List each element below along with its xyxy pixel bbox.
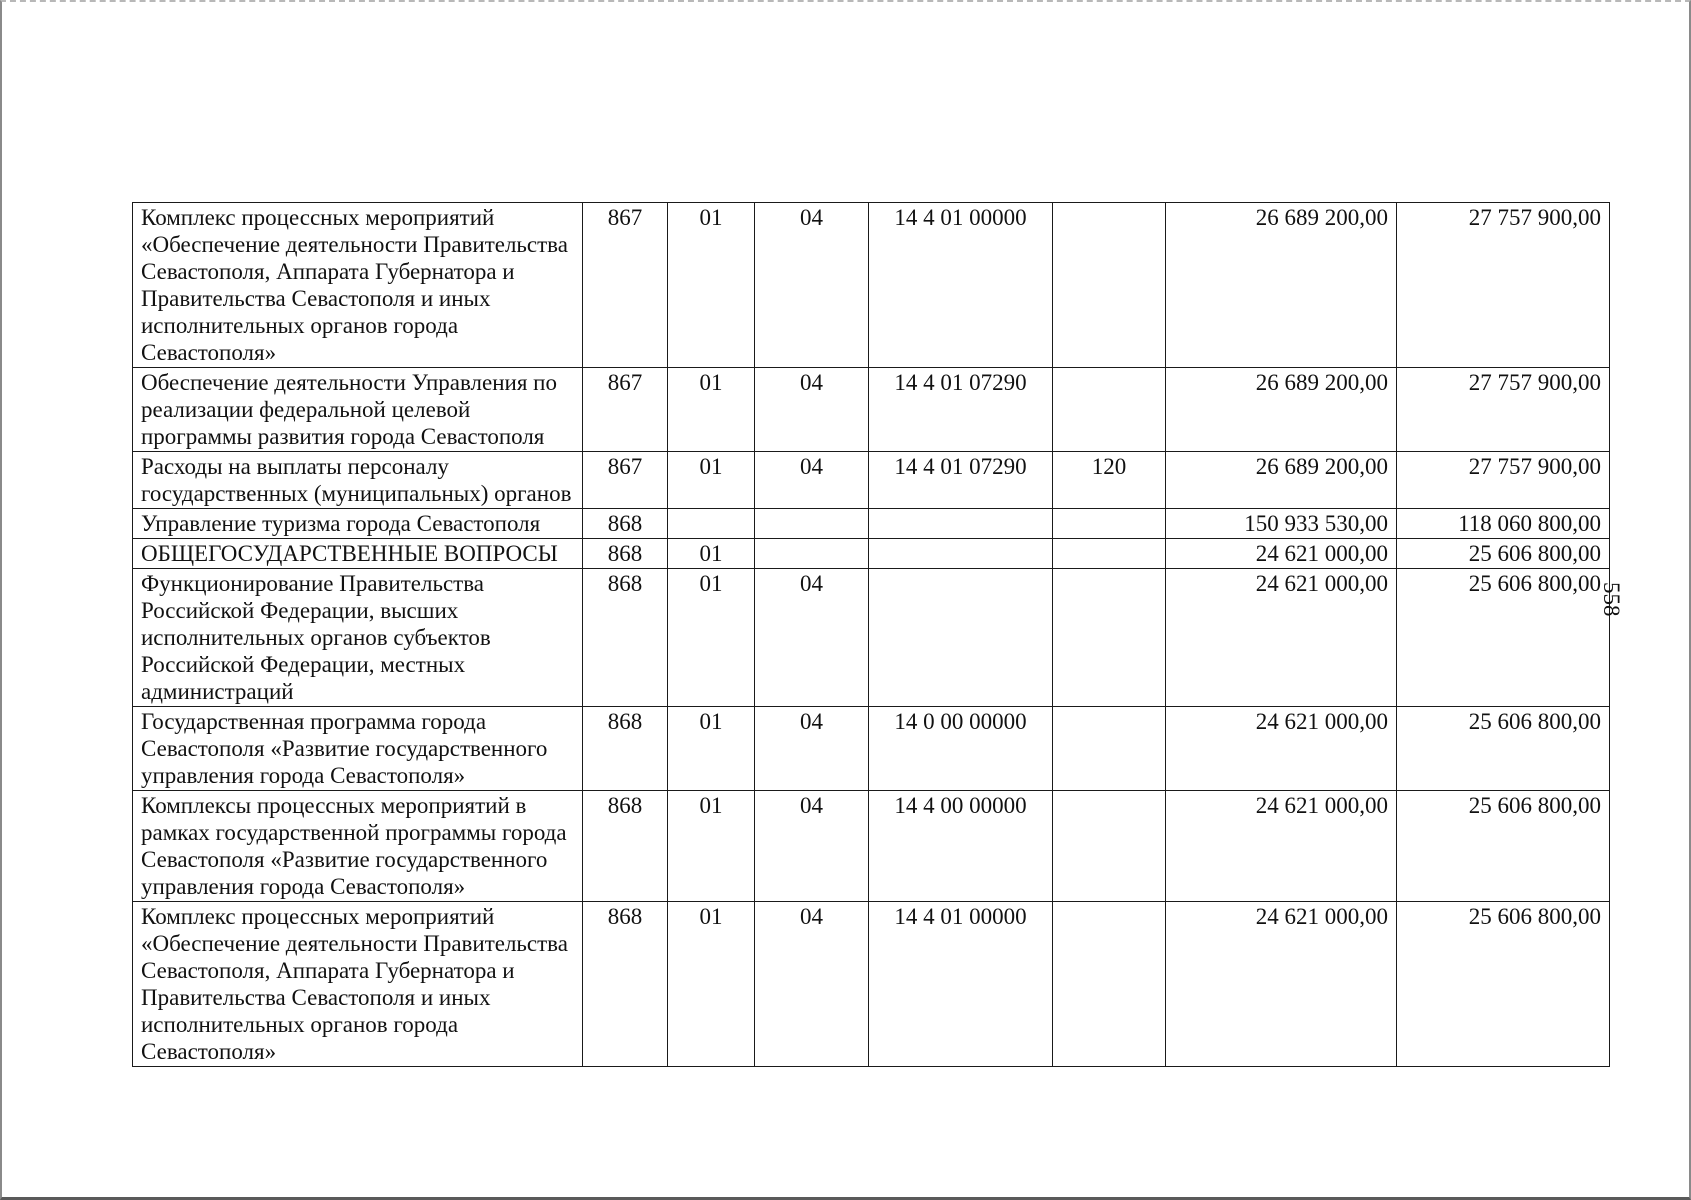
row-sum-second-cell: 27 757 900,00 bbox=[1397, 203, 1610, 368]
table-row bbox=[133, 368, 1610, 452]
row-section-code-cell: 01 bbox=[668, 707, 755, 791]
row-ministry-code-cell: 868 bbox=[583, 707, 668, 791]
row-ministry-code-cell: 868 bbox=[583, 902, 668, 1067]
row-sum-first-cell: 26 689 200,00 bbox=[1166, 368, 1397, 452]
row-name-cell: Государственная программа города Севастополя «Развитие государственного управления города Севастополя» bbox=[133, 707, 583, 791]
row-target-article-cell: 14 0 00 00000 bbox=[869, 707, 1053, 791]
row-subsection-code-cell: 04 bbox=[755, 902, 869, 1067]
row-sum-first-cell: 24 621 000,00 bbox=[1166, 569, 1397, 707]
row-name-cell: Обеспечение деятельности Управления по реализации федеральной целевой программы развития города Севастополя bbox=[133, 368, 583, 452]
row-expense-type-cell bbox=[1053, 368, 1166, 452]
row-target-article-cell: 14 4 01 07290 bbox=[869, 452, 1053, 509]
row-expense-type-cell: 120 bbox=[1053, 452, 1166, 509]
row-target-article-cell: 14 4 01 07290 bbox=[869, 368, 1053, 452]
row-name-cell: Функционирование Правительства Российской Федерации, высших исполнительных органов субъектов Российской Федерации, местных администраций bbox=[133, 569, 583, 707]
row-sum-second-cell: 25 606 800,00 bbox=[1397, 569, 1610, 707]
row-sum-first-cell: 26 689 200,00 bbox=[1166, 203, 1397, 368]
row-subsection-code-cell: 04 bbox=[755, 569, 869, 707]
table-row bbox=[133, 569, 1610, 707]
row-subsection-code-cell: 04 bbox=[755, 368, 869, 452]
row-ministry-code-cell: 868 bbox=[583, 539, 668, 569]
row-expense-type-cell bbox=[1053, 902, 1166, 1067]
row-subsection-code-cell: 04 bbox=[755, 791, 869, 902]
row-section-code-cell: 01 bbox=[668, 368, 755, 452]
table-row bbox=[133, 791, 1610, 902]
row-target-article-cell: 14 4 00 00000 bbox=[869, 791, 1053, 902]
row-name-cell: Расходы на выплаты персоналу государственных (муниципальных) органов bbox=[133, 452, 583, 509]
row-target-article-cell bbox=[869, 509, 1053, 539]
row-subsection-code-cell: 04 bbox=[755, 707, 869, 791]
row-section-code-cell: 01 bbox=[668, 569, 755, 707]
row-sum-second-cell: 25 606 800,00 bbox=[1397, 902, 1610, 1067]
row-target-article-cell: 14 4 01 00000 bbox=[869, 902, 1053, 1067]
row-expense-type-cell bbox=[1053, 509, 1166, 539]
row-section-code-cell: 01 bbox=[668, 902, 755, 1067]
row-sum-first-cell: 26 689 200,00 bbox=[1166, 452, 1397, 509]
row-sum-second-cell: 25 606 800,00 bbox=[1397, 539, 1610, 569]
table-row bbox=[133, 203, 1610, 368]
row-section-code-cell: 01 bbox=[668, 539, 755, 569]
row-sum-second-cell: 118 060 800,00 bbox=[1397, 509, 1610, 539]
row-sum-first-cell: 24 621 000,00 bbox=[1166, 791, 1397, 902]
budget-table bbox=[132, 202, 1610, 1067]
row-name-cell: Комплексы процессных мероприятий в рамках государственной программы города Севастополя «Развитие государственного управления города Севастополя» bbox=[133, 791, 583, 902]
row-ministry-code-cell: 868 bbox=[583, 569, 668, 707]
row-expense-type-cell bbox=[1053, 791, 1166, 902]
row-sum-first-cell: 24 621 000,00 bbox=[1166, 902, 1397, 1067]
table-row bbox=[133, 509, 1610, 539]
row-name-cell: Управление туризма города Севастополя bbox=[133, 509, 583, 539]
budget-table-body bbox=[133, 203, 1610, 1067]
row-sum-second-cell: 25 606 800,00 bbox=[1397, 791, 1610, 902]
row-target-article-cell: 14 4 01 00000 bbox=[869, 203, 1053, 368]
row-target-article-cell bbox=[869, 539, 1053, 569]
row-sum-second-cell: 27 757 900,00 bbox=[1397, 452, 1610, 509]
row-name-cell: Комплекс процессных мероприятий «Обеспечение деятельности Правительства Севастополя, Аппарата Губернатора и Правительства Севастополя и иных исполнительных органов города Севастополя» bbox=[133, 203, 583, 368]
row-ministry-code-cell: 867 bbox=[583, 203, 668, 368]
row-name-cell: ОБЩЕГОСУДАРСТВЕННЫЕ ВОПРОСЫ bbox=[133, 539, 583, 569]
row-expense-type-cell bbox=[1053, 569, 1166, 707]
table-row bbox=[133, 707, 1610, 791]
row-sum-first-cell: 150 933 530,00 bbox=[1166, 509, 1397, 539]
row-sum-second-cell: 25 606 800,00 bbox=[1397, 707, 1610, 791]
row-sum-first-cell: 24 621 000,00 bbox=[1166, 707, 1397, 791]
row-ministry-code-cell: 868 bbox=[583, 791, 668, 902]
table-row bbox=[133, 539, 1610, 569]
row-sum-second-cell: 27 757 900,00 bbox=[1397, 368, 1610, 452]
table-row bbox=[133, 902, 1610, 1067]
table-row bbox=[133, 452, 1610, 509]
row-section-code-cell: 01 bbox=[668, 203, 755, 368]
row-section-code-cell: 01 bbox=[668, 791, 755, 902]
row-subsection-code-cell: 04 bbox=[755, 203, 869, 368]
row-name-cell: Комплекс процессных мероприятий «Обеспечение деятельности Правительства Севастополя, Аппарата Губернатора и Правительства Севастополя и иных исполнительных органов города Севастополя» bbox=[133, 902, 583, 1067]
row-ministry-code-cell: 867 bbox=[583, 368, 668, 452]
row-section-code-cell bbox=[668, 509, 755, 539]
row-expense-type-cell bbox=[1053, 203, 1166, 368]
row-ministry-code-cell: 867 bbox=[583, 452, 668, 509]
row-expense-type-cell bbox=[1053, 707, 1166, 791]
row-subsection-code-cell bbox=[755, 539, 869, 569]
row-target-article-cell bbox=[869, 569, 1053, 707]
row-subsection-code-cell: 04 bbox=[755, 452, 869, 509]
row-sum-first-cell: 24 621 000,00 bbox=[1166, 539, 1397, 569]
row-ministry-code-cell: 868 bbox=[583, 509, 668, 539]
row-section-code-cell: 01 bbox=[668, 452, 755, 509]
row-subsection-code-cell bbox=[755, 509, 869, 539]
page-number: 558 bbox=[1599, 582, 1624, 617]
row-expense-type-cell bbox=[1053, 539, 1166, 569]
